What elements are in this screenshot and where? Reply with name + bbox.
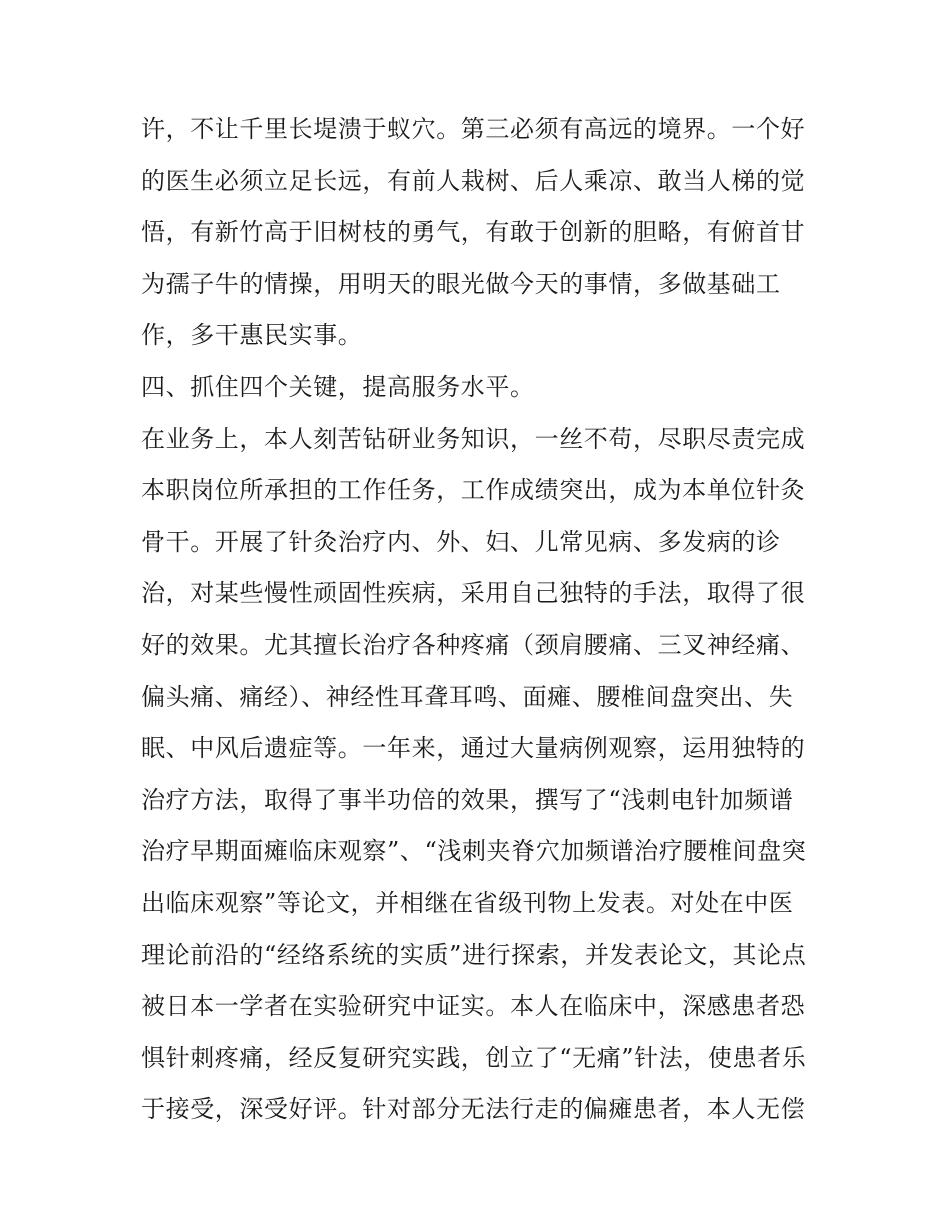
text-line: 作，多干惠民实事。 [141, 321, 363, 350]
section-heading: 四、抓住四个关键，提高服务水平。 [141, 372, 535, 401]
text-line: 被日本一学者在实验研究中证实。本人在临床中，深感患者恐 [141, 992, 806, 1021]
text-line: 偏头痛、痛经）、神经性耳聋耳鸣、面瘫、腰椎间盘突出、失 [141, 682, 794, 711]
text-line: 于接受，深受好评。针对部分无法行走的偏瘫患者，本人无偿 [141, 1095, 806, 1124]
text-line: 理论前沿的“经络系统的实质”进行探索，并发表论文，其论点 [141, 940, 807, 969]
text-line: 骨干。开展了针灸治疗内、外、妇、儿常见病、多发病的诊 [141, 527, 781, 556]
body-text [141, 104, 821, 1136]
text-line: 本职岗位所承担的工作任务，工作成绩突出，成为本单位针灸 [141, 476, 806, 505]
text-line: 好的效果。尤其擅长治疗各种疼痛（颈肩腰痛、三叉神经痛、 [141, 630, 806, 659]
text-line: 悟，有新竹高于旧树枝的勇气，有敢于创新的胆略，有俯首甘 [141, 218, 806, 247]
text-line: 惧针刺疼痛，经反复研究实践，创立了“无痛”针法，使患者乐 [141, 1043, 807, 1072]
text-line: 的医生必须立足长远，有前人栽树、后人乘凉、敢当人梯的觉 [141, 166, 806, 195]
text-line: 许，不让千里长堤溃于蚁穴。第三必须有高远的境界。一个好 [141, 115, 806, 143]
text-line: 出临床观察”等论文，并相继在省级刊物上发表。对处在中医 [141, 888, 794, 917]
text-line: 治疗方法，取得了事半功倍的效果，撰写了“浅刺电针加频谱 [141, 785, 794, 814]
text-line: 眠、中风后遗症等。一年来，通过大量病例观察，运用独特的 [141, 734, 806, 763]
text-line: 为孺子牛的情操，用明天的眼光做今天的事情，多做基础工 [141, 269, 781, 298]
text-line: 治疗早期面瘫临床观察”、“浅刺夹脊穴加频谱治疗腰椎间盘突 [141, 837, 807, 866]
text-line: 治，对某些慢性顽固性疾病，采用自己独特的手法，取得了很 [141, 579, 806, 608]
text-line: 在业务上，本人刻苦钻研业务知识，一丝不苟，尽职尽责完成 [141, 424, 806, 453]
